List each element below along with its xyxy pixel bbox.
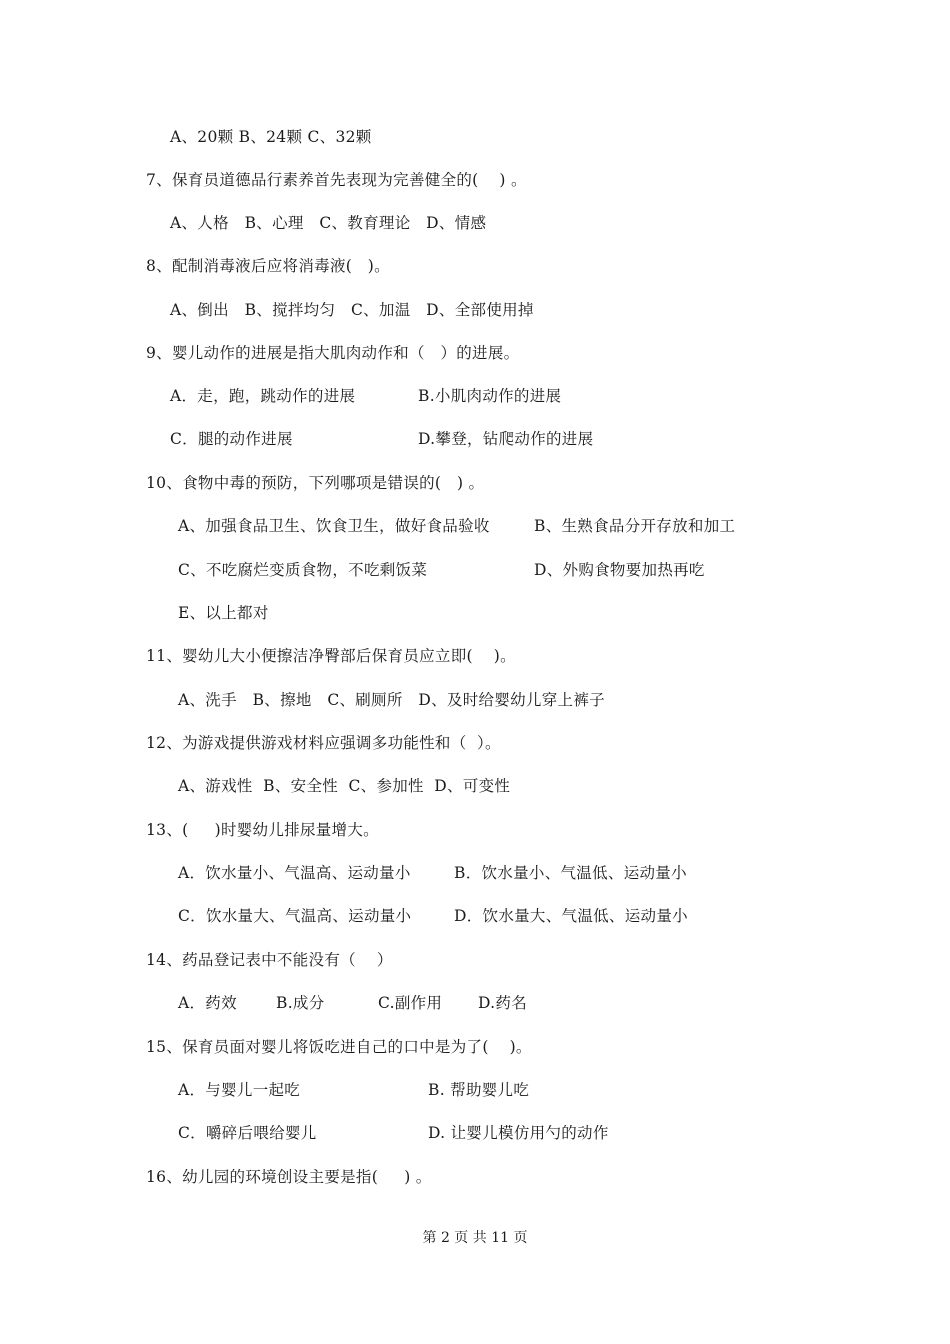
question-12: 12、为游戏提供游戏材料应强调多功能性和（ ）。 <box>146 734 501 752</box>
q14-option-d: D.药名 <box>478 994 528 1012</box>
q6-options: A、20颗 B、24颗 C、32颗 <box>170 128 372 146</box>
q14-option-c: C.副作用 <box>378 994 443 1012</box>
q8-options: A、倒出 B、搅拌均匀 C、加温 D、全部使用掉 <box>170 301 534 319</box>
q15-options-row-1 <box>178 1079 878 1101</box>
q14-option-b: B.成分 <box>276 994 325 1012</box>
q14-option-a: A．药效 <box>178 994 237 1012</box>
q13-option-a: A．饮水量小、气温高、运动量小 <box>178 864 411 882</box>
q12-options: A、游戏性 B、安全性 C、参加性 D、可变性 <box>178 777 511 795</box>
q10-options-row-2 <box>178 559 878 581</box>
question-14: 14、药品登记表中不能没有（ ） <box>146 951 393 969</box>
q9-options-row-2 <box>170 428 870 450</box>
q10-options-row-1 <box>178 515 878 537</box>
question-8: 8、配制消毒液后应将消毒液( )。 <box>146 257 390 275</box>
q10-option-a: A、加强食品卫生、饮食卫生，做好食品验收 <box>178 517 490 535</box>
q9-option-b: B.小肌肉动作的进展 <box>418 387 562 405</box>
q13-options-row-2 <box>178 905 878 927</box>
question-16: 16、幼儿园的环境创设主要是指( ) 。 <box>146 1168 432 1186</box>
question-15: 15、保育员面对婴儿将饭吃进自己的口中是为了( )。 <box>146 1038 532 1056</box>
question-7: 7、保育员道德品行素养首先表现为完善健全的( ) 。 <box>146 171 527 189</box>
question-13: 13、( )时婴幼儿排尿量增大。 <box>146 821 379 839</box>
page-number-footer: 第 2 页 共 11 页 <box>422 1230 528 1246</box>
question-10: 10、食物中毒的预防，下列哪项是错误的( ) 。 <box>146 474 485 492</box>
q13-options-row-1 <box>178 862 878 884</box>
q7-options: A、人格 B、心理 C、教育理论 D、情感 <box>170 214 487 232</box>
question-11: 11、婴幼儿大小便擦洁净臀部后保育员应立即( )。 <box>146 647 516 665</box>
q13-option-c: C．饮水量大、气温高、运动量小 <box>178 907 412 925</box>
q14-options <box>178 992 878 1014</box>
q15-option-a: A．与婴儿一起吃 <box>178 1081 301 1099</box>
q10-option-b: B、生熟食品分开存放和加工 <box>534 517 736 535</box>
q13-option-d: D．饮水量大、气温低、运动量小 <box>454 907 688 925</box>
q9-option-d: D.攀登，钻爬动作的进展 <box>418 430 594 448</box>
q13-option-b: B．饮水量小、气温低、运动量小 <box>454 864 687 882</box>
q9-options-row-1 <box>170 385 870 407</box>
q10-option-d: D、外购食物要加热再吃 <box>534 561 705 579</box>
q15-options-row-2 <box>178 1122 878 1144</box>
q10-option-c: C、不吃腐烂变质食物，不吃剩饭菜 <box>178 561 428 579</box>
q11-options: A、洗手 B、擦地 C、刷厕所 D、及时给婴幼儿穿上裤子 <box>178 691 605 709</box>
q15-option-d: D. 让婴儿模仿用勺的动作 <box>428 1124 609 1142</box>
question-9: 9、婴儿动作的进展是指大肌肉动作和（ ）的进展。 <box>146 344 520 362</box>
q9-option-c: C．腿的动作进展 <box>170 430 293 448</box>
q15-option-b: B. 帮助婴儿吃 <box>428 1081 530 1099</box>
q10-option-e: E、以上都对 <box>178 604 269 622</box>
q15-option-c: C．嚼碎后喂给婴儿 <box>178 1124 317 1142</box>
q9-option-a: A．走，跑，跳动作的进展 <box>170 387 356 405</box>
